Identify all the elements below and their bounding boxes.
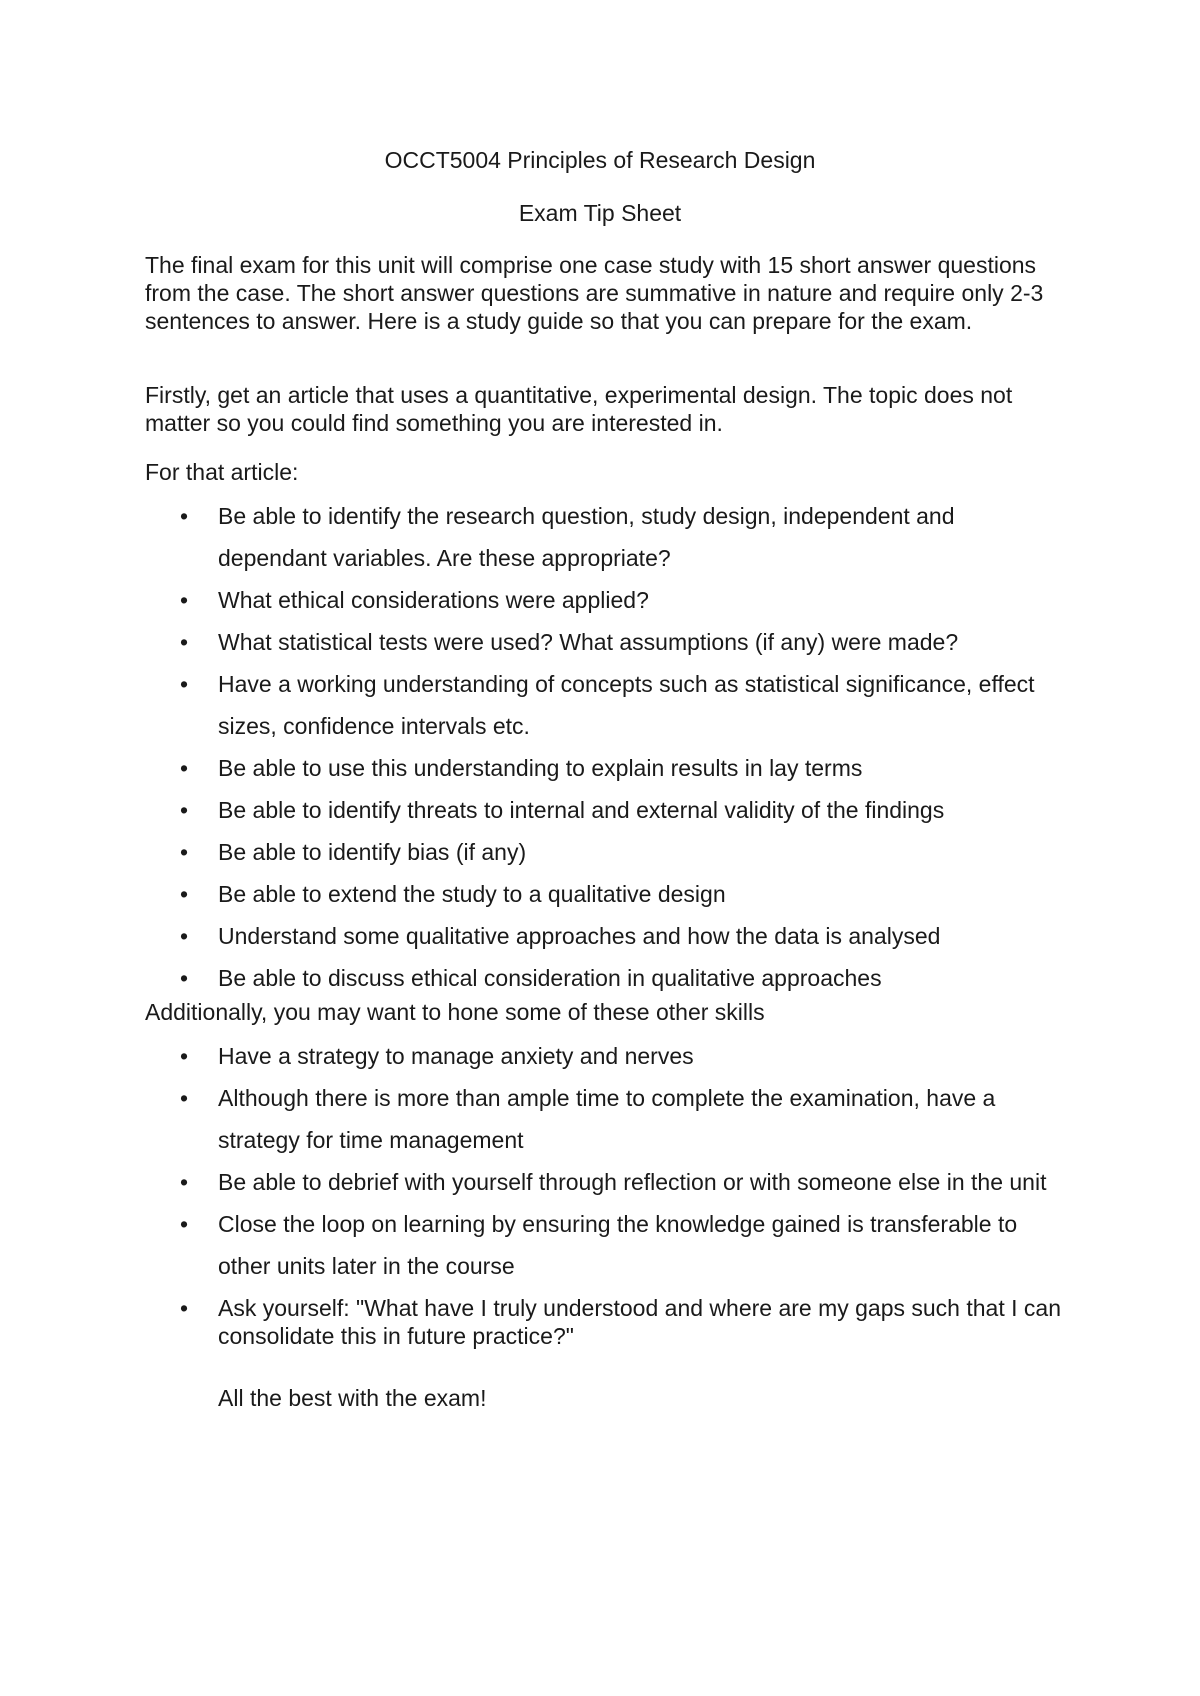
list-item-text: Although there is more than ample time to complete the examination, have a strategy for time management xyxy=(218,1085,996,1153)
list-item xyxy=(145,1161,1065,1203)
article-checklist xyxy=(145,495,1065,999)
list-item xyxy=(145,1077,1065,1161)
closing-line: All the best with the exam! xyxy=(218,1385,487,1411)
list-item xyxy=(145,621,1065,663)
list-item xyxy=(145,957,1065,999)
list-item xyxy=(145,873,1065,915)
list-item xyxy=(145,747,1065,789)
bullet-icon: • xyxy=(180,965,189,991)
list-item-text: Close the loop on learning by ensuring the knowledge gained is transferable to other units later in the course xyxy=(218,1211,1018,1279)
list-item-text: Have a strategy to manage anxiety and nerves xyxy=(218,1043,694,1069)
list-item xyxy=(145,789,1065,831)
bullet-icon: • xyxy=(180,797,189,823)
list-item xyxy=(145,495,1065,579)
document-subtitle: Exam Tip Sheet xyxy=(518,200,682,226)
list-item xyxy=(145,1287,1065,1350)
list-item-text: Be able to extend the study to a qualitative design xyxy=(218,881,726,907)
bullet-icon: • xyxy=(180,503,189,529)
list-item-text: Be able to identify threats to internal and external validity of the findings xyxy=(218,797,945,823)
list-item-text: Understand some qualitative approaches and how the data is analysed xyxy=(218,923,941,949)
list-item-text: Be able to identify the research question, study design, independent and dependant variables. Are these appropriate? xyxy=(218,503,955,571)
list-item-text: Be able to discuss ethical consideration in qualitative approaches xyxy=(218,965,882,991)
list-item-text: Be able to identify bias (if any) xyxy=(218,839,527,865)
bullet-icon: • xyxy=(180,1043,189,1069)
additionally-paragraph: Additionally, you may want to hone some of these other skills xyxy=(145,999,765,1025)
bullet-icon: • xyxy=(180,587,189,613)
bullet-icon: • xyxy=(180,1085,189,1111)
list-item xyxy=(145,663,1065,747)
list-item xyxy=(145,579,1065,621)
list-item-text: What ethical considerations were applied? xyxy=(218,587,649,613)
bullet-icon: • xyxy=(180,881,189,907)
bullet-icon: • xyxy=(180,923,189,949)
list-item-text: Be able to debrief with yourself through reflection or with someone else in the unit xyxy=(218,1169,1047,1195)
bullet-icon: • xyxy=(180,1295,189,1321)
list-item-text: What statistical tests were used? What assumptions (if any) were made? xyxy=(218,629,959,655)
skills-checklist xyxy=(145,1035,1065,1350)
list-item-text: Have a working understanding of concepts such as statistical significance, effect sizes, confidence intervals etc. xyxy=(218,671,1035,739)
document-title: OCCT5004 Principles of Research Design xyxy=(384,147,816,173)
bullet-icon: • xyxy=(180,1211,189,1237)
for-article-label: For that article: xyxy=(145,459,299,485)
list-item-text: Ask yourself: "What have I truly understood and where are my gaps such that I can consolidate this in future practice?" xyxy=(218,1295,1061,1349)
list-item xyxy=(145,1203,1065,1287)
bullet-icon: • xyxy=(180,1169,189,1195)
list-item xyxy=(145,915,1065,957)
firstly-paragraph: Firstly, get an article that uses a quantitative, experimental design. The topic does not matter so you could find something you are interested in. xyxy=(145,382,1013,436)
list-item-text: Be able to use this understanding to explain results in lay terms xyxy=(218,755,863,781)
list-item xyxy=(145,831,1065,873)
intro-paragraph: The final exam for this unit will comprise one case study with 15 short answer questions from the case. The short answer questions are summative in nature and require only 2-3 sentences to answer. Here is a study guide so that you can prepare for the exam. xyxy=(145,252,1044,334)
bullet-icon: • xyxy=(180,755,189,781)
bullet-icon: • xyxy=(180,629,189,655)
bullet-icon: • xyxy=(180,671,189,697)
bullet-icon: • xyxy=(180,839,189,865)
list-item xyxy=(145,1035,1065,1077)
